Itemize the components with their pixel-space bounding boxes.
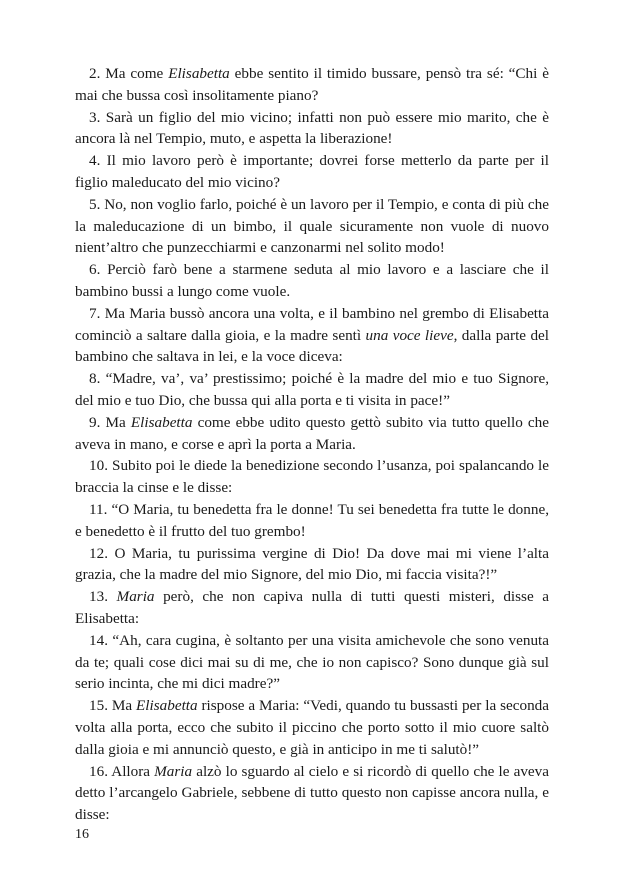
text-span: rispose a Maria: “Vedi, quando tu bussasti per la seconda volta alla porta, ecco che subito il piccino che porto sotto il mio cuore saltò dalla gioia e mi annunciò questo, e già in anticipo in me ti salutò!” [75,697,550,758]
italic-text: Maria [116,588,155,606]
paragraph [75,630,549,695]
paragraph [75,259,549,303]
paragraph-list [75,63,549,826]
paragraph [75,194,549,259]
paragraph [75,543,549,587]
text-span: 14. “Ah, cara cugina, è soltanto per una visita amichevole che sono venuta da te; quali cose dici mai su di me, che io non capisco? Sono dunque già sul serio incinta, che mi dici madre?” [75,631,549,693]
text-span: 15. Ma [89,697,137,715]
text-span: 13. [89,588,117,606]
text-span: 6. Perciò farò bene a starmene seduta al mio lavoro e a lasciare che il bambino bussi a lungo come vuole. [75,261,549,300]
text-span: 2. Ma come [89,65,169,82]
text-span: 11. “O Maria, tu benedetta fra le donne! Tu sei benedetta fra tutte le donne, e benedetto è il frutto del tuo grembo! [75,500,549,540]
paragraph [75,150,549,194]
paragraph [75,63,549,107]
paragraph [75,499,549,543]
text-span: 12. O Maria, tu purissima vergine di Dio! Da dove mai mi viene l’alta grazia, che la madre del mio Signore, del mio Dio, mi faccia visita?!” [75,544,549,584]
text-span: ebbe sentito il timido bussare, pensò tra sé: “Chi è mai che bussa così insolitamente piano? [75,65,549,104]
text-span: 9. Ma [89,413,131,431]
paragraph [75,303,549,368]
paragraph [75,368,549,412]
italic-text: Maria [154,762,193,780]
paragraph [75,107,549,151]
italic-text: una voce lieve [365,326,454,344]
text-span: 4. Il mio lavoro però è importante; dovrei forse metterlo da parte per il figlio maleducato del mio vicino? [75,152,549,191]
text-span: però, che non capiva nulla di tutti questi misteri, disse a Elisabetta: [75,588,549,627]
text-span: 10. Subito poi le diede la benedizione secondo l’usanza, poi spalancando le braccia la cinse e le disse: [75,457,549,497]
text-span: 7. Ma Maria bussò ancora una volta, e il bambino nel grembo di Elisabetta cominciò a saltare dalla gioia, e la madre sentì [75,304,549,344]
text-span: 8. “Madre, va’, va’ prestissimo; poiché è la madre del mio e tuo Signore, del mio e tuo Dio, che bussa qui alla porta e ti visita in pace!” [75,370,549,409]
italic-text: Elisabetta [136,697,198,715]
text-span: 3. Sarà un figlio del mio vicino; infatti non può essere mio marito, che è ancora là nel Tempio, muto, e aspetta la liberazione! [75,108,549,148]
italic-text: Elisabetta [130,413,193,431]
text-span: come ebbe udito questo gettò subito via tutto quello che aveva in mano, e corse e aprì la porta a Maria. [75,413,549,453]
paragraph [75,761,549,826]
italic-text: Elisabetta [168,65,230,82]
paragraph [75,455,549,499]
paragraph [75,412,549,456]
page-number: 16 [75,827,89,842]
text-span: 5. No, non voglio farlo, poiché è un lavoro per il Tempio, e conta di più che la maleducazione di un bimbo, il quale sicuramente non vuole di nuovo nient’altro che punzecchiarmi e canzonarmi nel solito modo! [75,195,549,257]
page-body [75,63,549,826]
text-span: alzò lo sguardo al cielo e si ricordò di quello che le aveva detto l’arcangelo Gabriele, sebbene di tutto questo non capisse ancora nulla, e disse: [75,762,549,824]
paragraph [75,695,549,760]
paragraph [75,586,549,630]
text-span: 16. Allora [89,762,155,780]
text-span: , dalla parte del bambino che saltava in lei, e la voce diceva: [75,326,549,366]
